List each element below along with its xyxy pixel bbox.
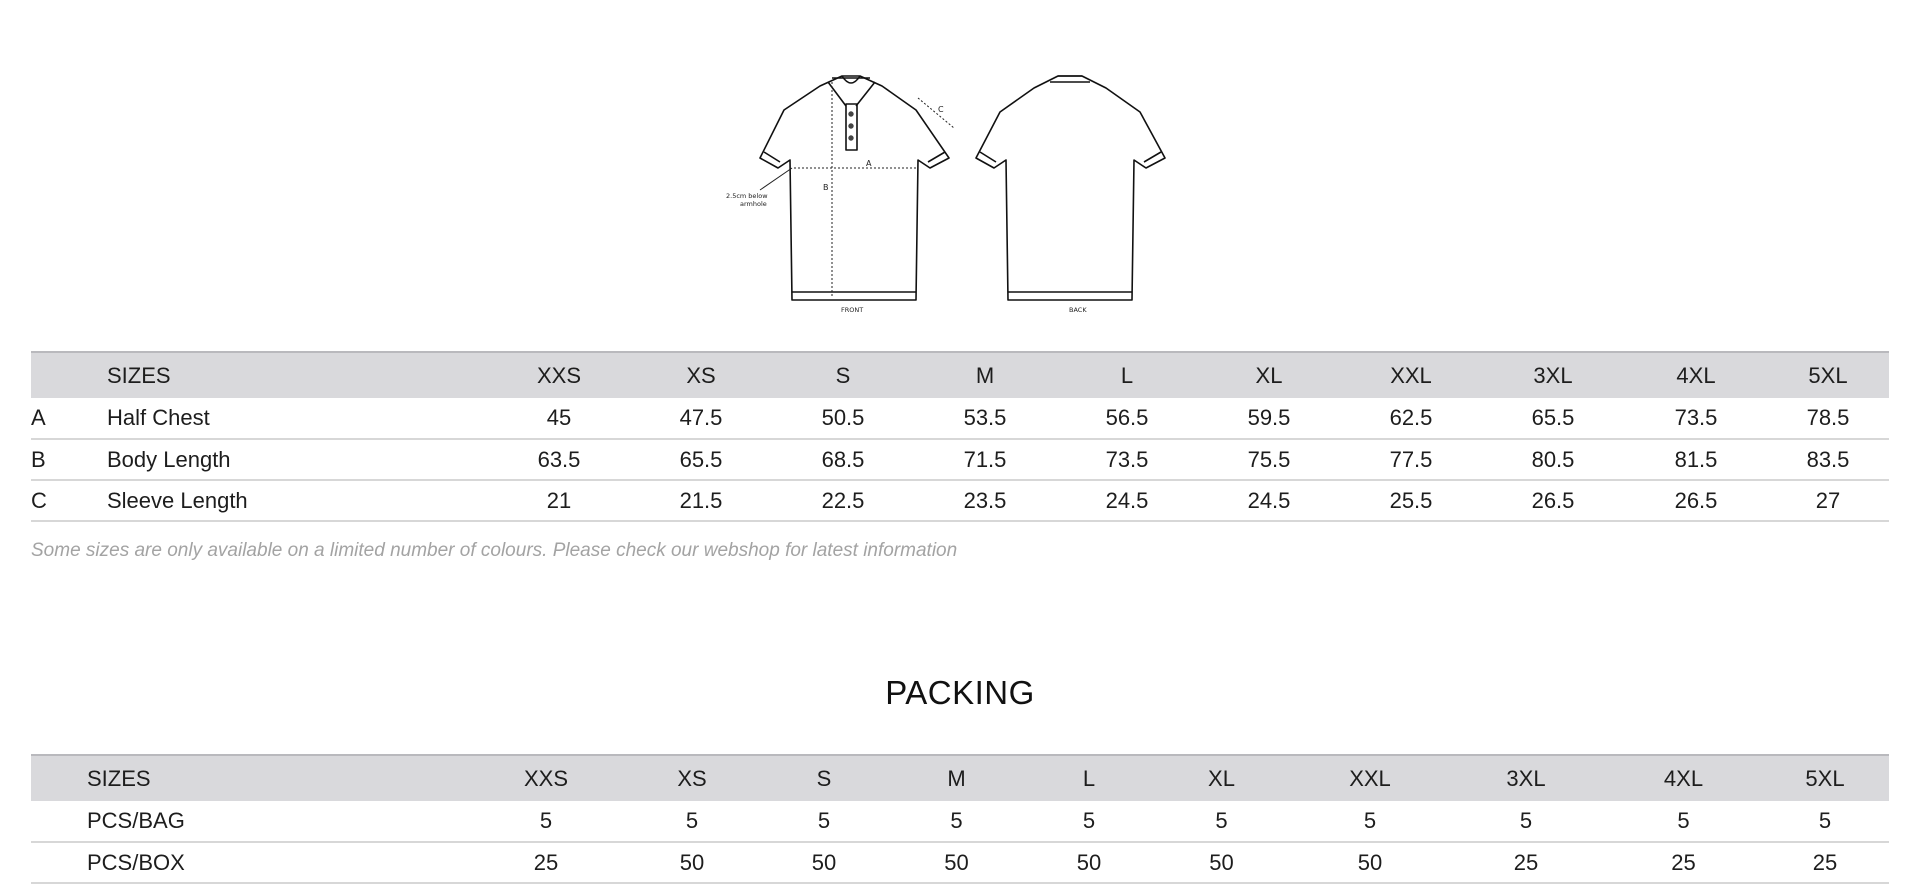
table-cell: 25: [533, 849, 559, 875]
row-label: PCS/BOX: [87, 849, 185, 875]
table-cell: 78.5: [1806, 405, 1850, 430]
table-cell: 25: [1513, 849, 1539, 875]
header-size: S: [816, 765, 832, 791]
table-cell: 50: [1357, 849, 1383, 875]
annotation-line2: armhole: [740, 200, 767, 208]
table-cell: 65.5: [679, 446, 723, 472]
table-cell: 80.5: [1531, 446, 1575, 472]
table-cell: 5: [539, 808, 553, 833]
table-cell: 25.5: [1389, 487, 1433, 513]
table-cell: 73.5: [1674, 405, 1718, 430]
table-cell: 50.5: [821, 405, 865, 430]
table-cell: 25: [1812, 849, 1838, 875]
header-size: XXS: [523, 765, 569, 791]
table-cell: 5: [1363, 808, 1377, 833]
table-row: [31, 398, 1889, 439]
table-cell: 50: [944, 849, 969, 875]
row-code: A: [31, 405, 46, 430]
table-cell: 53.5: [963, 405, 1007, 430]
table-cell: 83.5: [1806, 446, 1850, 472]
marker-c: C: [938, 105, 944, 114]
table-cell: 5: [950, 808, 963, 833]
header-size: 5XL: [1808, 362, 1848, 388]
table-cell: 50: [1209, 849, 1234, 875]
annotation-line1: 2.5cm below: [726, 192, 768, 200]
table-cell: 5: [1519, 808, 1533, 833]
table-cell: 68.5: [821, 446, 865, 472]
table-cell: 21: [546, 487, 572, 513]
table-cell: 47.5: [679, 405, 723, 430]
header-size: M: [975, 362, 995, 388]
table-row: [31, 439, 1889, 480]
header-size: XS: [677, 765, 707, 791]
table-cell: 50: [1076, 849, 1102, 875]
header-size: XXL: [1390, 362, 1432, 388]
table-cell: 62.5: [1389, 405, 1433, 430]
header-size: 3XL: [1533, 362, 1573, 388]
header-size: XL: [1208, 765, 1235, 791]
table-cell: 5: [685, 808, 699, 833]
table-cell: 50: [811, 849, 837, 875]
header-size: XL: [1255, 362, 1283, 388]
row-code: C: [31, 487, 47, 513]
row-spacer-cell: [31, 842, 87, 883]
header-size: XXL: [1349, 765, 1391, 791]
table-row: [31, 480, 1889, 521]
table-cell: 56.5: [1105, 405, 1149, 430]
row-code: B: [31, 446, 46, 472]
header-size: 3XL: [1506, 765, 1546, 791]
table-row: [31, 801, 1889, 842]
table-cell: 50: [679, 849, 705, 875]
header-sizes-label: SIZES: [107, 362, 171, 388]
header-size: 4XL: [1663, 765, 1704, 791]
front-label: FRONT: [841, 306, 864, 314]
header-size: 5XL: [1805, 765, 1845, 791]
table-cell: 63.5: [537, 446, 581, 472]
size-chart-table: [31, 351, 1889, 522]
packing-title: PACKING: [885, 674, 1035, 711]
back-label: BACK: [1069, 306, 1087, 314]
marker-b: B: [823, 183, 829, 192]
header-size: 4XL: [1676, 362, 1716, 388]
size-chart-header-row: [31, 352, 1889, 398]
garment-diagram: [720, 60, 1180, 320]
row-label: Half Chest: [107, 405, 210, 430]
table-cell: 24.5: [1105, 487, 1149, 513]
marker-a: A: [866, 159, 872, 168]
header-size: S: [835, 362, 851, 388]
table-cell: 24.5: [1247, 487, 1291, 513]
row-label: PCS/BAG: [87, 808, 185, 833]
packing-header-row: [31, 755, 1889, 801]
table-cell: 5: [1818, 808, 1832, 833]
table-cell: 59.5: [1247, 405, 1291, 430]
header-size: XS: [686, 362, 716, 388]
row-label: Body Length: [107, 446, 231, 472]
annotation-pointer: [760, 168, 792, 190]
table-cell: 21.5: [679, 487, 723, 513]
table-cell: 27: [1815, 487, 1841, 513]
table-cell: 45: [546, 405, 572, 430]
table-cell: 65.5: [1531, 405, 1575, 430]
header-spacer-cell: [31, 755, 87, 801]
row-spacer-cell: [31, 801, 87, 842]
table-cell: 81.5: [1674, 446, 1718, 472]
table-cell: 25: [1671, 849, 1696, 875]
header-size: L: [1082, 765, 1096, 791]
table-cell: 73.5: [1105, 446, 1149, 472]
header-code-cell: [31, 352, 107, 398]
table-cell: 26.5: [1531, 487, 1575, 513]
table-cell: 26.5: [1674, 487, 1718, 513]
availability-note: Some sizes are only available on a limited number of colours. Please check our webshop for latest information: [31, 540, 958, 561]
table-cell: 23.5: [963, 487, 1007, 513]
header-sizes-label: SIZES: [87, 765, 151, 791]
table-cell: 5: [817, 808, 831, 833]
table-row: [31, 842, 1889, 883]
header-size: M: [947, 765, 966, 791]
table-cell: 5: [1215, 808, 1228, 833]
table-cell: 22.5: [821, 487, 865, 513]
row-label: Sleeve Length: [107, 487, 248, 513]
table-cell: 5: [1082, 808, 1096, 833]
packing-table: [31, 754, 1889, 884]
table-cell: 71.5: [963, 446, 1007, 472]
table-cell: 75.5: [1247, 446, 1291, 472]
back-shirt-outline: [976, 76, 1165, 300]
table-cell: 5: [1677, 808, 1690, 833]
header-size: XXS: [536, 362, 582, 388]
front-shirt-outline: [760, 76, 949, 300]
polo-shirt-illustration: [720, 60, 1180, 320]
header-size: L: [1120, 362, 1134, 388]
table-cell: 77.5: [1389, 446, 1433, 472]
